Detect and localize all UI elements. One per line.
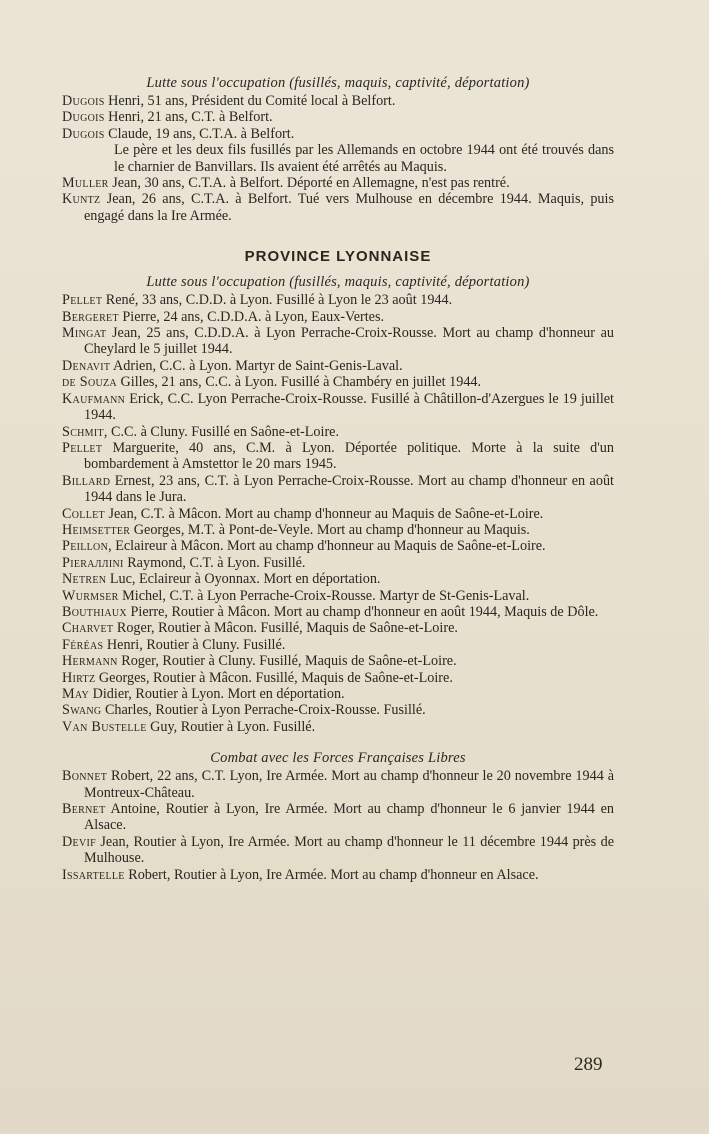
entry-list xyxy=(62,175,614,224)
entry-text: Ernest, 23 ans, C.T. à Lyon Perrache-Croix-Rousse. Mort au champ d'honneur en août 1944 dans le Jura. xyxy=(84,472,614,506)
entry-text: Jean, 25 ans, C.D.D.A. à Lyon Perrache-Croix-Rousse. Mort au champ d'honneur au Cheylard le 5 juillet 1944. xyxy=(84,325,614,358)
list-item xyxy=(62,374,614,390)
list-item xyxy=(62,867,614,883)
entry-text: , Eclaireur à Mâcon. Mort au champ d'honneur au Maquis de Saône-et-Loire. xyxy=(108,538,546,555)
list-item xyxy=(62,440,614,473)
list-item xyxy=(62,325,614,358)
section-heading: Lutte sous l'occupation (fusillés, maquis, captivité, déportation) xyxy=(146,274,530,291)
entry-text: Didier, Routier à Lyon. Mort en déportation. xyxy=(89,686,345,702)
list-item xyxy=(62,768,614,801)
entry-name: Netren xyxy=(62,571,107,588)
list-item xyxy=(62,109,614,125)
list-item xyxy=(62,801,614,834)
entry-text: Erick, C.C. Lyon Perrache-Croix-Rousse. Fusillé à Châtillon-d'Azergues le 19 juillet 1944. xyxy=(84,390,614,424)
entry-text: Henri, Routier à Cluny. Fusillé. xyxy=(103,636,286,653)
entry-list xyxy=(62,768,614,883)
entry-text: René, 33 ans, C.D.D. à Lyon. Fusillé à Lyon le 23 août 1944. xyxy=(102,292,453,309)
list-item xyxy=(62,604,614,620)
entry-name: Hermann xyxy=(62,653,118,670)
entry-text: Jean, C.T. à Mâcon. Mort au champ d'honneur au Maquis de Saône-et-Loire. xyxy=(104,505,544,522)
list-item xyxy=(62,702,614,718)
entry-text: Georges, Routier à Mâcon. Fusillé, Maquis de Saône-et-Loire. xyxy=(95,669,453,686)
list-item xyxy=(62,292,614,308)
entry-text: Robert, Routier à Lyon, Ire Armée. Mort au champ d'honneur en Alsace. xyxy=(124,866,539,883)
list-item xyxy=(62,588,614,604)
list-item xyxy=(62,126,614,142)
entry-name: Issartelle xyxy=(62,866,125,883)
entry-name: Devif xyxy=(62,833,96,850)
entry-text: Jean, 26 ans, C.T.A. à Belfort. Tué vers Mulhouse en décembre 1944. Maquis, puis engagé dans la Ire Armée. xyxy=(84,191,614,224)
entry-name: Charvet xyxy=(62,620,114,637)
entry-name: Dugois xyxy=(62,93,105,109)
entry-name: Kaufmann xyxy=(62,390,126,407)
entry-name: de Souza xyxy=(62,374,117,391)
entry-text: Jean, Routier à Lyon, Ire Armée. Mort au champ d'honneur le 11 décembre 1944 près de Mulhouse. xyxy=(84,833,614,867)
entry-name: Féréas xyxy=(62,636,104,653)
entry-name: Dugois xyxy=(62,109,105,126)
text-column xyxy=(62,74,614,883)
entry-name: May xyxy=(62,686,90,702)
entry-text: Georges, M.T. à Pont-de-Veyle. Mort au champ d'honneur au Maquis. xyxy=(130,521,530,538)
entry-text: Henri, 51 ans, Président du Comité local à Belfort. xyxy=(104,93,396,109)
entry-text: Robert, 22 ans, C.T. Lyon, Ire Armée. Mort au champ d'honneur le 20 novembre 1944 à Montreux-Château. xyxy=(84,768,614,801)
list-item xyxy=(62,522,614,538)
entry-text: Claude, 19 ans, C.T.A. à Belfort. xyxy=(104,125,295,142)
entry-name: Bonnet xyxy=(62,768,108,785)
entry-name: Denavit xyxy=(62,357,111,374)
entry-name: Heimsetter xyxy=(62,521,131,538)
list-item xyxy=(62,719,614,735)
list-item xyxy=(62,538,614,554)
list-item xyxy=(62,473,614,506)
entry-list xyxy=(62,292,614,735)
entry-text: Antoine, Routier à Lyon, Ire Armée. Mort au champ d'honneur le 6 janvier 1944 en Alsace. xyxy=(84,801,614,834)
entry-name: Pellet xyxy=(62,292,103,309)
entry-name: Bernet xyxy=(62,801,106,818)
entry-name: Kuntz xyxy=(62,191,101,208)
province-heading: PROVINCE LYONNAISE xyxy=(244,248,432,266)
entry-name: Mingat xyxy=(62,325,107,342)
list-item xyxy=(62,191,614,224)
list-item xyxy=(62,358,614,374)
entry-name: Bouthiaux xyxy=(62,603,127,620)
entry-name: Dugois xyxy=(62,125,105,142)
page-number: 289 xyxy=(574,1054,603,1075)
entry-name: Billard xyxy=(62,472,111,489)
list-item xyxy=(62,555,614,571)
entry-text: Jean, 30 ans, C.T.A. à Belfort. Déporté en Allemagne, n'est pas rentré. xyxy=(108,175,510,192)
list-item xyxy=(62,670,614,686)
list-item xyxy=(62,93,614,109)
entry-text: Henri, 21 ans, C.T. à Belfort. xyxy=(104,109,273,126)
list-item xyxy=(62,637,614,653)
list-item xyxy=(62,571,614,587)
list-item xyxy=(62,309,614,325)
entry-name: Bergeret xyxy=(62,308,119,325)
entry-name: Pieraллini xyxy=(62,554,124,571)
list-item xyxy=(62,175,614,191)
entry-name: Pellet xyxy=(62,439,103,456)
list-item xyxy=(62,686,614,702)
section-heading: Lutte sous l'occupation (fusillés, maquis, captivité, déportation) xyxy=(146,75,530,91)
list-item xyxy=(62,834,614,867)
entry-text: Roger, Routier à Mâcon. Fusillé, Maquis de Saône-et-Loire. xyxy=(113,620,458,637)
entry-text: Pierre, Routier à Mâcon. Mort au champ d'honneur en août 1944, Maquis de Dôle. xyxy=(126,603,599,620)
entry-list xyxy=(62,93,614,142)
entry-name: Hirtz xyxy=(62,669,96,686)
entry-name: Peillon xyxy=(62,538,109,555)
entry-text: Michel, C.T. à Lyon Perrache-Croix-Rousse. Martyr de St-Genis-Laval. xyxy=(118,587,530,604)
entry-name: Swang xyxy=(62,702,102,719)
entry-name: Schmit xyxy=(62,423,104,440)
entry-name: Muller xyxy=(62,175,109,192)
entry-text: Adrien, C.C. à Lyon. Martyr de Saint-Genis-Laval. xyxy=(110,357,403,374)
note-paragraph: Le père et les deux fils fusillés par les Allemands en octobre 1944 ont été trouvés dans le charnier de Banvillars. Ils avaient été arrêtés au Maquis. xyxy=(114,142,614,175)
list-item xyxy=(62,620,614,636)
entry-text: Charles, Routier à Lyon Perrache-Croix-Rousse. Fusillé. xyxy=(101,702,426,719)
entry-text: Guy, Routier à Lyon. Fusillé. xyxy=(146,718,316,735)
entry-text: Pierre, 24 ans, C.D.D.A. à Lyon, Eaux-Vertes. xyxy=(118,308,385,325)
entry-name: Wurmser xyxy=(62,587,119,604)
list-item xyxy=(62,424,614,440)
list-item xyxy=(62,653,614,669)
entry-text: Luc, Eclaireur à Oyonnax. Mort en déportation. xyxy=(106,571,381,588)
section-heading: Combat avec les Forces Françaises Libres xyxy=(210,750,466,767)
list-item xyxy=(62,506,614,522)
entry-name: Collet xyxy=(62,505,105,522)
entry-text: Raymond, C.T. à Lyon. Fusillé. xyxy=(123,554,306,571)
entry-text: Roger, Routier à Cluny. Fusillé, Maquis de Saône-et-Loire. xyxy=(117,653,457,670)
list-item xyxy=(62,391,614,424)
entry-name: Van Bustelle xyxy=(62,718,147,735)
entry-text: Marguerite, 40 ans, C.M. à Lyon. Déportée politique. Morte à la suite d'un bombardement à Amstettor le 20 mars 1945. xyxy=(84,439,614,473)
entry-text: Gilles, 21 ans, C.C. à Lyon. Fusillé à Chambéry en juillet 1944. xyxy=(116,374,482,391)
entry-text: , C.C. à Cluny. Fusillé en Saône-et-Loire. xyxy=(103,423,340,440)
